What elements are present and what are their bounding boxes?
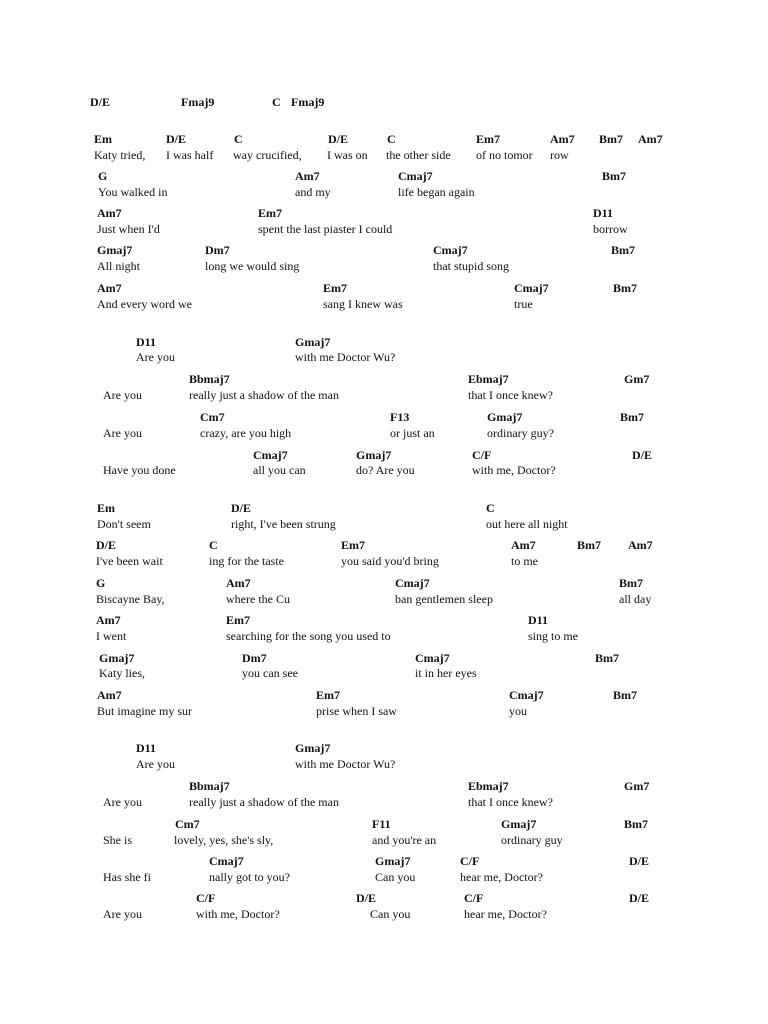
chord: Cmaj7 [209,854,244,868]
lyric: where the Cu [226,592,290,606]
lyric: you [509,704,527,718]
chord: Cmaj7 [398,169,433,183]
chord: Gmaj7 [295,741,331,755]
chord: Em7 [341,538,365,552]
chord: Am7 [97,281,122,295]
chord: Em [94,132,112,146]
chord: F13 [390,410,410,424]
chord: C [387,132,396,146]
lyric: ing for the taste [209,554,284,568]
chord: Em7 [226,613,250,627]
lyric: Are you [136,350,175,364]
chord: Cmaj7 [433,243,468,257]
chord: Cm7 [200,410,225,424]
chord: D/E [356,891,377,905]
lyric: with me Doctor Wu? [295,350,396,364]
lyric: lovely, yes, she's sly, [174,833,274,847]
chord: Dm7 [205,243,230,257]
chord: Am7 [628,538,653,552]
lyric: But imagine my sur [97,704,192,718]
lyric: and you're an [372,833,437,847]
chord: D/E [96,538,117,552]
chord: Gmaj7 [97,243,133,257]
chord: Bm7 [624,817,648,831]
lyric: Can you [375,870,416,884]
lyric: right, I've been strung [231,517,336,531]
lyric: Are you [103,795,142,809]
lyric: And every word we [97,297,192,311]
lyric: spent the last piaster I could [258,222,393,236]
lyric: long we would sing [205,259,300,273]
chord: Dm7 [242,651,267,665]
chord: C [209,538,218,552]
lyric: All night [97,259,141,273]
chord: Cm7 [175,817,200,831]
chord: Bm7 [577,538,601,552]
lyric: sang I knew was [323,297,403,311]
lyric: Are you [136,757,175,771]
chord: G [98,169,108,183]
chord: Gmaj7 [295,335,331,349]
chord: Am7 [97,688,122,702]
lyric: borrow [593,222,628,236]
chord: D/E [629,854,650,868]
chord: Em [97,501,115,515]
chord: D/E [328,132,349,146]
chord: D/E [632,448,653,462]
chord: Am7 [226,576,251,590]
lyric: that I once knew? [468,795,553,809]
chord: Gmaj7 [501,817,537,831]
lyric: prise when I saw [316,704,397,718]
lyric: I was on [327,148,368,162]
chord: Bm7 [620,410,644,424]
lyric: the other side [386,148,451,162]
lyric: true [514,297,533,311]
chord: Ebmaj7 [468,372,509,386]
chord: Em7 [258,206,282,220]
chord: Em7 [323,281,347,295]
chord: Cmaj7 [395,576,430,590]
lyric: hear me, Doctor? [464,907,547,921]
lyric: crazy, are you high [200,426,292,440]
lyric: Katy tried, [94,148,146,162]
lyric: Don't seem [97,517,151,531]
lyric: ordinary guy [501,833,563,847]
lyric: sing to me [528,629,578,643]
chord: Bm7 [613,281,637,295]
lyric: Just when I'd [97,222,160,236]
chord: Bm7 [602,169,626,183]
chord: D11 [593,206,614,220]
chord: Cmaj7 [253,448,288,462]
lyric: I've been wait [96,554,163,568]
lyric: ban gentlemen sleep [395,592,493,606]
intro-chord: Fmaj9 [181,95,215,109]
lyric: Are you [103,388,142,402]
intro-chord: D/E [90,95,111,109]
lyric: hear me, Doctor? [460,870,543,884]
chord: C/F [464,891,484,905]
lyric: I went [96,629,127,643]
chord: Bm7 [611,243,635,257]
chord: Em7 [316,688,340,702]
chord: F11 [372,817,391,831]
lyric: you said you'd bring [341,554,439,568]
lyric: searching for the song you used to [226,629,391,643]
lyric: that I once knew? [468,388,553,402]
lyric: with me, Doctor? [472,463,556,477]
lyric: with me Doctor Wu? [295,757,396,771]
chord: C/F [460,854,480,868]
chord: Bm7 [599,132,623,146]
chord: Gmaj7 [356,448,392,462]
lyric: ordinary guy? [487,426,554,440]
chord: D/E [166,132,187,146]
chord: Bm7 [619,576,643,590]
chord: C/F [472,448,492,462]
chord: G [96,576,106,590]
chord: Bbmaj7 [189,372,230,386]
lyric: You walked in [98,185,168,199]
lyric: do? Are you [356,463,415,477]
chord: Gmaj7 [487,410,523,424]
lyric: Biscayne Bay, [96,592,165,606]
chord: Am7 [550,132,575,146]
lyric: I was half [166,148,214,162]
lyric: that stupid song [433,259,510,273]
chord: Bbmaj7 [189,779,230,793]
chord: Cmaj7 [415,651,450,665]
chord: Gmaj7 [99,651,135,665]
intro-chord: Fmaj9 [291,95,325,109]
lyric: Are you [103,907,142,921]
chord: Am7 [97,206,122,220]
chord: D11 [136,335,157,349]
lyric: with me, Doctor? [196,907,280,921]
lyric: Has she fi [103,870,151,884]
chord: Bm7 [613,688,637,702]
lyric: She is [103,833,133,847]
lyric: really just a shadow of the man [189,388,339,402]
chord: Gm7 [624,372,650,386]
lyric: life began again [398,185,475,199]
chord: Gm7 [624,779,650,793]
lyric: Are you [103,426,142,440]
lyric: and my [295,185,331,199]
lyric: you can see [242,666,298,680]
intro-chord: C [272,95,281,109]
chord: Am7 [96,613,121,627]
chord: D/E [629,891,650,905]
chord: Em7 [476,132,500,146]
lyric: row [550,148,569,162]
lyric: of no tomor [476,148,533,162]
chord: C/F [196,891,216,905]
chord: D11 [528,613,549,627]
chord: Bm7 [595,651,619,665]
chord: Cmaj7 [509,688,544,702]
lyric: all you can [253,463,306,477]
lyric: Can you [370,907,411,921]
lyric: out here all night [486,517,568,531]
chord: Gmaj7 [375,854,411,868]
chord: Ebmaj7 [468,779,509,793]
lyric: or just an [390,426,435,440]
chord: Am7 [295,169,320,183]
chord: D11 [136,741,157,755]
chord: Am7 [511,538,536,552]
lyric: Have you done [103,463,176,477]
lyric: to me [511,554,538,568]
lyric: way crucified, [233,148,302,162]
chord: Am7 [638,132,663,146]
lyric: Katy lies, [99,666,145,680]
chord: C [234,132,243,146]
lyric: all day [619,592,652,606]
lyric: it in her eyes [415,666,477,680]
chord: D/E [231,501,252,515]
chord: C [486,501,495,515]
lyric: nally got to you? [209,870,290,884]
chord: Cmaj7 [514,281,549,295]
lyric: really just a shadow of the man [189,795,339,809]
